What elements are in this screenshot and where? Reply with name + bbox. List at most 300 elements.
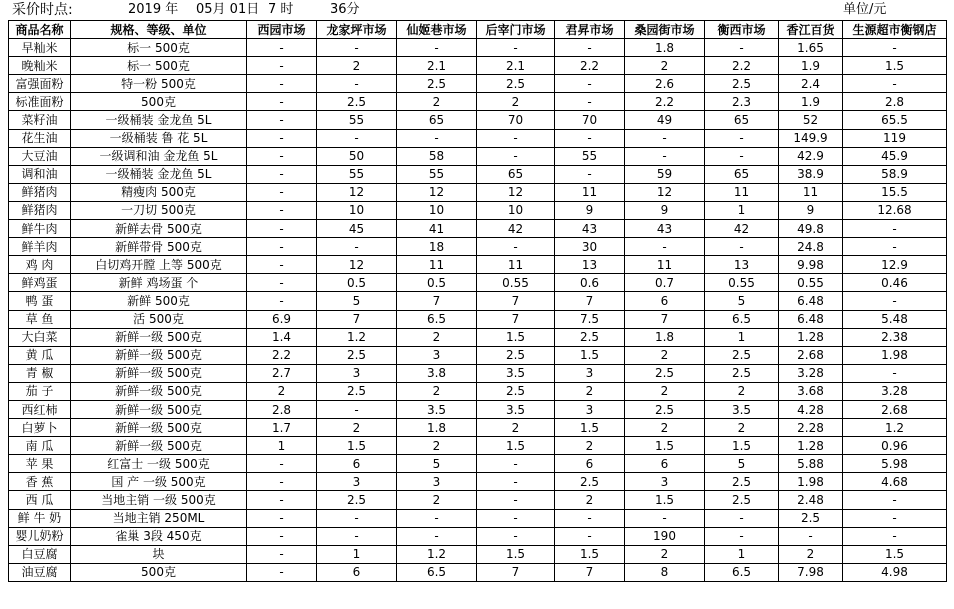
hour-value: 7 时: [268, 2, 294, 17]
price-cell: 11: [779, 183, 843, 201]
price-cell: -: [247, 563, 317, 581]
price-cell: 3: [625, 473, 705, 491]
price-cell: 4.68: [843, 473, 947, 491]
price-cell: 0.6: [555, 274, 625, 292]
price-cell: 9.98: [779, 256, 843, 274]
price-cell: 4.28: [779, 400, 843, 418]
price-cell: -: [247, 93, 317, 111]
product-name-cell: 鲜鸡蛋: [9, 274, 71, 292]
price-cell: -: [555, 93, 625, 111]
price-cell: 65: [705, 165, 779, 183]
price-cell: -: [477, 473, 555, 491]
spec-cell: 特一粉 500克: [71, 75, 247, 93]
price-cell: 5: [397, 455, 477, 473]
spec-cell: 当地主销 一级 500克: [71, 491, 247, 509]
price-cell: 1.5: [317, 437, 397, 455]
price-cell: -: [843, 39, 947, 57]
price-cell: 2.5: [705, 491, 779, 509]
price-cell: 1.98: [843, 346, 947, 364]
price-cell: -: [247, 57, 317, 75]
price-cell: -: [555, 129, 625, 147]
price-cell: -: [477, 39, 555, 57]
price-cell: 12.68: [843, 201, 947, 219]
price-cell: 2: [555, 437, 625, 455]
price-cell: 38.9: [779, 165, 843, 183]
price-cell: 52: [779, 111, 843, 129]
price-cell: 2: [625, 346, 705, 364]
product-name-cell: 婴儿奶粉: [9, 527, 71, 545]
price-cell: -: [247, 473, 317, 491]
price-cell: 1.2: [843, 419, 947, 437]
price-cell: 3.68: [779, 382, 843, 400]
product-name-cell: 香 蕉: [9, 473, 71, 491]
price-cell: -: [555, 75, 625, 93]
spec-cell: 标一 500克: [71, 39, 247, 57]
price-cell: -: [317, 400, 397, 418]
price-cell: 65.5: [843, 111, 947, 129]
price-cell: 12.9: [843, 256, 947, 274]
price-cell: 2.2: [625, 93, 705, 111]
price-cell: -: [247, 545, 317, 563]
price-cell: 2.5: [779, 509, 843, 527]
price-cell: 2.5: [625, 364, 705, 382]
price-cell: 2: [705, 382, 779, 400]
price-cell: 0.5: [397, 274, 477, 292]
price-cell: -: [843, 364, 947, 382]
price-cell: 12: [317, 256, 397, 274]
price-cell: 2: [397, 491, 477, 509]
price-cell: -: [843, 220, 947, 238]
spec-cell: 新鲜一级 500克: [71, 400, 247, 418]
price-cell: 149.9: [779, 129, 843, 147]
price-cell: -: [705, 238, 779, 256]
price-cell: -: [397, 509, 477, 527]
spec-cell: 一级调和油 金龙鱼 5L: [71, 147, 247, 165]
price-cell: 1.98: [779, 473, 843, 491]
product-name-cell: 白萝卜: [9, 419, 71, 437]
product-name-cell: 青 椒: [9, 364, 71, 382]
price-cell: 2.38: [843, 328, 947, 346]
price-cell: -: [555, 165, 625, 183]
price-cell: 2.5: [317, 346, 397, 364]
price-cell: 10: [317, 201, 397, 219]
price-cell: 1.8: [625, 39, 705, 57]
price-cell: 2.2: [247, 346, 317, 364]
column-header: 桑园街市场: [625, 21, 705, 39]
price-cell: 2.5: [477, 382, 555, 400]
price-cell: 0.46: [843, 274, 947, 292]
product-name-cell: 油豆腐: [9, 563, 71, 581]
report-header: [0, 0, 954, 20]
price-cell: 6.48: [779, 310, 843, 328]
price-cell: -: [247, 75, 317, 93]
product-name-cell: 鲜 牛 奶: [9, 509, 71, 527]
header-row: [9, 21, 947, 39]
table-row: [9, 111, 947, 129]
column-header: 君昇市场: [555, 21, 625, 39]
price-cell: 1.28: [779, 437, 843, 455]
price-cell: 3: [555, 364, 625, 382]
price-cell: 1.5: [555, 419, 625, 437]
column-header: 衡西市场: [705, 21, 779, 39]
price-cell: 43: [625, 220, 705, 238]
spec-cell: 新鲜一级 500克: [71, 328, 247, 346]
price-cell: -: [247, 183, 317, 201]
price-cell: -: [705, 509, 779, 527]
price-cell: 13: [555, 256, 625, 274]
price-cell: 7: [317, 310, 397, 328]
price-cell: 5: [705, 292, 779, 310]
price-cell: -: [477, 509, 555, 527]
price-cell: 49: [625, 111, 705, 129]
spec-cell: 新鲜去骨 500克: [71, 220, 247, 238]
price-cell: 2.5: [705, 346, 779, 364]
table-row: [9, 165, 947, 183]
spec-cell: 新鲜一级 500克: [71, 419, 247, 437]
price-cell: 2: [625, 419, 705, 437]
price-cell: 1.65: [779, 39, 843, 57]
price-cell: 3: [317, 473, 397, 491]
table-row: [9, 183, 947, 201]
price-cell: 1.5: [705, 437, 779, 455]
price-cell: 0.5: [317, 274, 397, 292]
table-row: [9, 509, 947, 527]
price-cell: 6.5: [705, 563, 779, 581]
column-header: 生源超市衡钢店: [843, 21, 947, 39]
price-cell: 65: [397, 111, 477, 129]
column-header: 西园市场: [247, 21, 317, 39]
price-cell: 70: [477, 111, 555, 129]
price-cell: 1.5: [625, 491, 705, 509]
price-cell: 12: [317, 183, 397, 201]
price-cell: 2.48: [779, 491, 843, 509]
table-row: [9, 256, 947, 274]
table-row: [9, 201, 947, 219]
spec-cell: 新鲜一级 500克: [71, 437, 247, 455]
price-cell: 7: [477, 563, 555, 581]
price-cell: 42: [705, 220, 779, 238]
price-cell: 2.8: [247, 400, 317, 418]
price-cell: 18: [397, 238, 477, 256]
table-row: [9, 220, 947, 238]
price-time-label: 采价时点:: [12, 2, 73, 18]
product-name-cell: 黄 瓜: [9, 346, 71, 364]
price-cell: -: [843, 75, 947, 93]
price-cell: 55: [317, 165, 397, 183]
price-cell: -: [705, 147, 779, 165]
price-cell: 3.28: [779, 364, 843, 382]
price-cell: 1.5: [477, 545, 555, 563]
product-name-cell: 西 瓜: [9, 491, 71, 509]
price-cell: 41: [397, 220, 477, 238]
spec-cell: 精瘦肉 500克: [71, 183, 247, 201]
price-cell: -: [317, 129, 397, 147]
price-cell: 43: [555, 220, 625, 238]
price-cell: 6.5: [705, 310, 779, 328]
price-cell: 2: [247, 382, 317, 400]
price-cell: 0.55: [477, 274, 555, 292]
product-name-cell: 鲜猪肉: [9, 183, 71, 201]
price-cell: 70: [555, 111, 625, 129]
table-header: [9, 21, 947, 39]
product-name-cell: 早籼米: [9, 39, 71, 57]
table-row: [9, 364, 947, 382]
price-cell: 3: [397, 473, 477, 491]
table-row: [9, 437, 947, 455]
price-cell: 11: [555, 183, 625, 201]
spec-cell: 红富士 一级 500克: [71, 455, 247, 473]
price-cell: -: [247, 111, 317, 129]
price-cell: 5: [317, 292, 397, 310]
price-cell: 12: [477, 183, 555, 201]
price-cell: 2.2: [705, 57, 779, 75]
price-cell: -: [247, 238, 317, 256]
price-cell: -: [317, 238, 397, 256]
spec-cell: 一刀切 500克: [71, 201, 247, 219]
price-cell: -: [705, 39, 779, 57]
price-cell: -: [843, 238, 947, 256]
price-cell: 11: [705, 183, 779, 201]
price-cell: -: [247, 527, 317, 545]
price-cell: -: [705, 129, 779, 147]
price-cell: 1.5: [843, 545, 947, 563]
spec-cell: 500克: [71, 563, 247, 581]
price-cell: 24.8: [779, 238, 843, 256]
price-cell: 5.98: [843, 455, 947, 473]
price-cell: -: [247, 292, 317, 310]
price-cell: 6: [625, 455, 705, 473]
table-row: [9, 473, 947, 491]
price-cell: 2: [397, 382, 477, 400]
price-cell: 3.5: [477, 364, 555, 382]
price-cell: -: [477, 147, 555, 165]
price-cell: 6.5: [397, 563, 477, 581]
price-cell: 2.5: [555, 328, 625, 346]
table-row: [9, 382, 947, 400]
unit-label: 单位/元: [843, 2, 887, 17]
product-name-cell: 花生油: [9, 129, 71, 147]
price-cell: -: [247, 165, 317, 183]
price-cell: 11: [477, 256, 555, 274]
price-cell: 58.9: [843, 165, 947, 183]
price-cell: 12: [625, 183, 705, 201]
product-name-cell: 鸭 蛋: [9, 292, 71, 310]
price-cell: -: [317, 75, 397, 93]
price-cell: 6.9: [247, 310, 317, 328]
product-name-cell: 鲜牛肉: [9, 220, 71, 238]
table-row: [9, 328, 947, 346]
product-name-cell: 白豆腐: [9, 545, 71, 563]
table-row: [9, 57, 947, 75]
price-cell: 2.5: [625, 400, 705, 418]
price-cell: -: [625, 129, 705, 147]
price-cell: 42.9: [779, 147, 843, 165]
price-cell: 7: [625, 310, 705, 328]
price-cell: 50: [317, 147, 397, 165]
price-cell: -: [843, 509, 947, 527]
price-cell: 55: [317, 111, 397, 129]
price-cell: 6: [317, 455, 397, 473]
price-cell: 2: [555, 491, 625, 509]
spec-cell: 活 500克: [71, 310, 247, 328]
price-cell: 1: [705, 545, 779, 563]
price-cell: 1: [705, 201, 779, 219]
price-cell: 45: [317, 220, 397, 238]
price-cell: 3.28: [843, 382, 947, 400]
product-name-cell: 茄 子: [9, 382, 71, 400]
price-table: [8, 20, 947, 582]
year-value: 2019 年: [128, 2, 179, 17]
product-name-cell: 大白菜: [9, 328, 71, 346]
price-cell: 2: [477, 93, 555, 111]
price-cell: 1.5: [843, 57, 947, 75]
price-cell: 1: [317, 545, 397, 563]
price-cell: 7: [397, 292, 477, 310]
price-cell: -: [555, 509, 625, 527]
price-cell: 2.2: [555, 57, 625, 75]
price-cell: 1.4: [247, 328, 317, 346]
price-cell: 2.68: [779, 346, 843, 364]
price-cell: 4.98: [843, 563, 947, 581]
spec-cell: 500克: [71, 93, 247, 111]
price-cell: 2.5: [317, 93, 397, 111]
table-body: [9, 39, 947, 582]
price-cell: -: [247, 491, 317, 509]
price-cell: 42: [477, 220, 555, 238]
product-name-cell: 晚籼米: [9, 57, 71, 75]
price-cell: 10: [397, 201, 477, 219]
price-cell: -: [397, 39, 477, 57]
price-cell: 6: [625, 292, 705, 310]
price-cell: 6: [317, 563, 397, 581]
table-row: [9, 238, 947, 256]
price-cell: 1.8: [397, 419, 477, 437]
price-cell: 1.28: [779, 328, 843, 346]
product-name-cell: 标准面粉: [9, 93, 71, 111]
price-cell: -: [247, 147, 317, 165]
table-row: [9, 93, 947, 111]
price-cell: 2: [477, 419, 555, 437]
spec-cell: 当地主销 250ML: [71, 509, 247, 527]
price-cell: 2.5: [317, 491, 397, 509]
price-cell: 1.5: [555, 346, 625, 364]
spec-cell: 新鲜 鸡场蛋 个: [71, 274, 247, 292]
column-header: 规格、等级、单位: [71, 21, 247, 39]
price-cell: 2.5: [477, 346, 555, 364]
price-cell: 1.2: [317, 328, 397, 346]
price-cell: 2.1: [477, 57, 555, 75]
spec-cell: 新鲜一级 500克: [71, 382, 247, 400]
price-cell: 3.5: [397, 400, 477, 418]
column-header: 龙家坪市场: [317, 21, 397, 39]
price-cell: -: [843, 527, 947, 545]
price-cell: 1: [705, 328, 779, 346]
price-cell: 6.48: [779, 292, 843, 310]
price-cell: -: [555, 527, 625, 545]
price-cell: 0.96: [843, 437, 947, 455]
spec-cell: 新鲜一级 500克: [71, 346, 247, 364]
price-cell: -: [317, 509, 397, 527]
price-cell: -: [247, 129, 317, 147]
price-cell: -: [247, 274, 317, 292]
price-cell: -: [247, 455, 317, 473]
price-cell: 2: [397, 328, 477, 346]
table-row: [9, 75, 947, 93]
product-name-cell: 南 瓜: [9, 437, 71, 455]
price-cell: 2.6: [625, 75, 705, 93]
price-cell: -: [625, 238, 705, 256]
spec-cell: 一级桶装 鲁 花 5L: [71, 129, 247, 147]
column-header: 商品名称: [9, 21, 71, 39]
price-cell: 58: [397, 147, 477, 165]
price-cell: -: [625, 147, 705, 165]
price-cell: 190: [625, 527, 705, 545]
price-cell: 9: [779, 201, 843, 219]
price-cell: -: [625, 509, 705, 527]
price-cell: -: [247, 256, 317, 274]
price-cell: 2.4: [779, 75, 843, 93]
price-cell: 2.68: [843, 400, 947, 418]
price-cell: 0.7: [625, 274, 705, 292]
price-cell: 11: [625, 256, 705, 274]
price-cell: 49.8: [779, 220, 843, 238]
price-cell: -: [317, 39, 397, 57]
spec-cell: 一级桶装 金龙鱼 5L: [71, 165, 247, 183]
price-cell: 59: [625, 165, 705, 183]
table-row: [9, 310, 947, 328]
price-cell: 7.98: [779, 563, 843, 581]
table-row: [9, 491, 947, 509]
price-cell: 11: [397, 256, 477, 274]
price-cell: 2.5: [705, 473, 779, 491]
price-cell: 2: [397, 437, 477, 455]
product-name-cell: 苹 果: [9, 455, 71, 473]
price-cell: 45.9: [843, 147, 947, 165]
price-cell: 1: [247, 437, 317, 455]
price-cell: 65: [477, 165, 555, 183]
price-cell: -: [397, 527, 477, 545]
price-cell: 2.5: [397, 75, 477, 93]
price-cell: 119: [843, 129, 947, 147]
price-cell: 2.5: [705, 75, 779, 93]
table-row: [9, 419, 947, 437]
price-cell: 1.5: [477, 328, 555, 346]
price-cell: -: [779, 527, 843, 545]
price-cell: -: [477, 238, 555, 256]
price-cell: -: [555, 39, 625, 57]
price-cell: 5.88: [779, 455, 843, 473]
price-cell: 2: [397, 93, 477, 111]
price-cell: 9: [625, 201, 705, 219]
price-cell: 1.8: [625, 328, 705, 346]
price-cell: 2.8: [843, 93, 947, 111]
table-row: [9, 39, 947, 57]
price-cell: 2: [625, 57, 705, 75]
price-cell: 1.5: [625, 437, 705, 455]
month-day-value: 05月 01日: [196, 2, 260, 17]
price-cell: 55: [555, 147, 625, 165]
spec-cell: 一级桶装 金龙鱼 5L: [71, 111, 247, 129]
price-cell: -: [247, 201, 317, 219]
price-cell: 6.5: [397, 310, 477, 328]
spec-cell: 雀巢 3段 450克: [71, 527, 247, 545]
minute-value: 36分: [330, 2, 360, 17]
spec-cell: 标一 500克: [71, 57, 247, 75]
product-name-cell: 鲜羊肉: [9, 238, 71, 256]
table-row: [9, 274, 947, 292]
spec-cell: 新鲜一级 500克: [71, 364, 247, 382]
price-cell: 5.48: [843, 310, 947, 328]
